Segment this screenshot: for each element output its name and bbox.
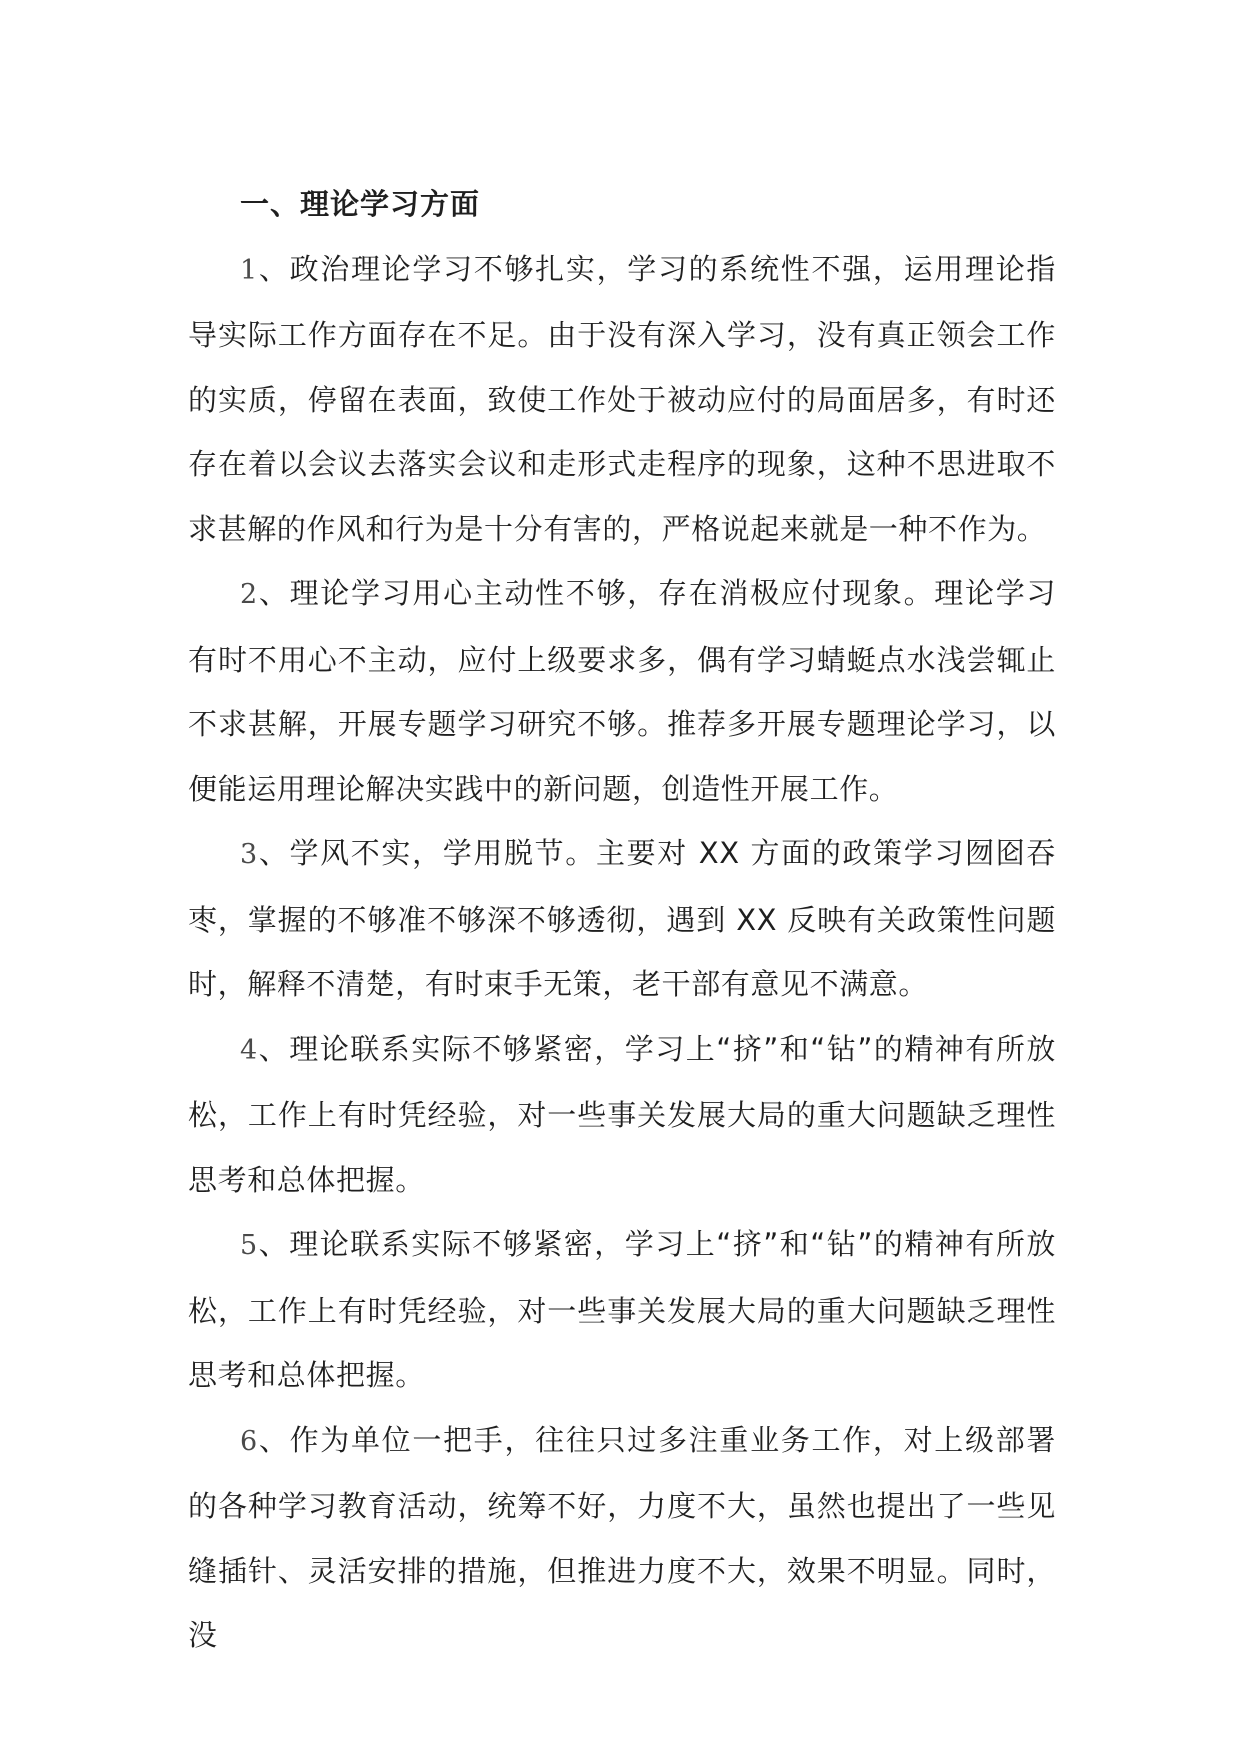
- paragraph-number: 6: [240, 1425, 258, 1457]
- paragraph-number: 5: [240, 1230, 258, 1261]
- paragraph-text: 、学风不实，学用脱节。主要对 XX 方面的政策学习囫囵吞枣，掌握的不够准不够深不够透彻，遇到 XX 反映有关政策性问题时，解释不清楚，有时束手无策，老干部有意见不满意。: [188, 836, 1056, 1001]
- paragraph-number: 3: [240, 839, 258, 870]
- paragraph-number: 2: [240, 579, 258, 610]
- paragraph-2: [188, 561, 1056, 821]
- paragraph-text: 、理论联系实际不够紧密，学习上“挤”和“钻”的精神有所放松，工作上有时凭经验，对一些事关发展大局的重大问题缺乏理性思考和总体把握。: [188, 1031, 1056, 1197]
- paragraph-4: [188, 1017, 1056, 1213]
- paragraph-3: [188, 821, 1056, 1017]
- paragraph-6: [188, 1408, 1056, 1668]
- document-body: [188, 172, 1056, 1668]
- section-heading: 一、理论学习方面: [240, 187, 481, 221]
- paragraph-text: 、理论联系实际不够紧密，学习上“挤”和“钻”的精神有所放松，工作上有时凭经验，对一些事关发展大局的重大问题缺乏理性思考和总体把握。: [188, 1227, 1056, 1392]
- paragraph-number: 4: [240, 1034, 258, 1066]
- paragraph-text: 、政治理论学习不够扎实，学习的系统性不强，运用理论指导实际工作方面存在不足。由于没有深入学习，没有真正领会工作的实质，停留在表面，致使工作处于被动应付的局面居多，有时还存在着以会议去落实会议和走形式走程序的现象，这种不思进取不求甚解的作风和行为是十分有害的，严格说起来就是一种不作为。: [188, 251, 1056, 546]
- paragraph-1: [188, 237, 1056, 562]
- paragraph-5: [188, 1212, 1056, 1408]
- paragraph-text: 、理论学习用心主动性不够，存在消极应付现象。理论学习有时不用心不主动，应付上级要求多，偶有学习蜻蜓点水浅尝辄止不求甚解，开展专题学习研究不够。推荐多开展专题理论学习，以便能运用理论解决实践中的新问题，创造性开展工作。: [188, 576, 1056, 806]
- paragraph-text: 、作为单位一把手，往往只过多注重业务工作，对上级部署的各种学习教育活动，统筹不好，力度不大，虽然也提出了一些见缝插针、灵活安排的措施，但推进力度不大，效果不明显。同时，没: [188, 1422, 1056, 1652]
- paragraph-number: 1: [240, 254, 258, 286]
